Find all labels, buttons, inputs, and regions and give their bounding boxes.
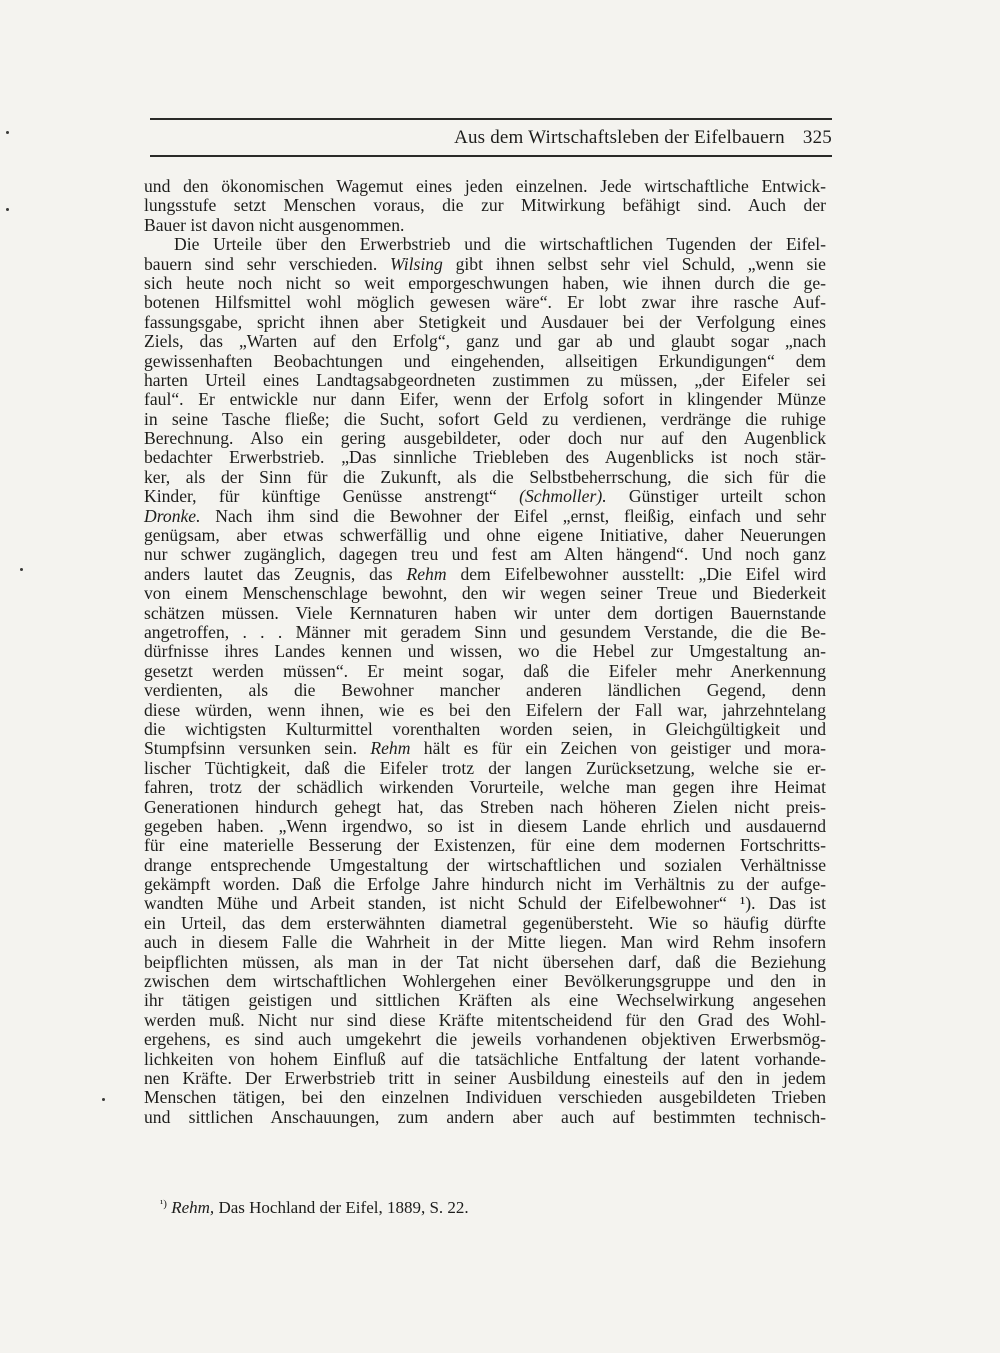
text-line: [144, 410, 826, 429]
line-text: Kinder, für künftige Genüsse anstrengt“: [144, 486, 520, 507]
line-text: genügsam, aber etwas schwerfällig und ohne eigene Initiative, daher Neuerungen: [144, 525, 826, 546]
text-line: [144, 293, 826, 312]
text-line: [144, 701, 826, 720]
line-text: gesetzt werden müssen“. Er meint sogar, daß die Eifeler mehr Anerkennung: [144, 660, 826, 681]
line-text: von einem Menschenschlage bewohnt, den wir wegen seiner Treue und Biederkeit: [144, 583, 826, 604]
line-text: und sittlichen Anschauungen, zum andern aber auch auf bestimmten technisch-: [144, 1106, 826, 1127]
text-line: [144, 332, 826, 351]
text-line: [144, 545, 826, 564]
line-text: dem Eifelbewohner ausstellt: „Die Eifel wird: [446, 563, 826, 584]
cited-author: Rehm: [406, 563, 447, 584]
cited-author: Wilsing: [390, 253, 443, 274]
line-text: bauern sind sehr verschieden.: [144, 253, 391, 274]
margin-mark: [6, 131, 9, 134]
line-text: ker, als der Sinn für die Zukunft, als die Selbstbeherrschung, die sich für die: [144, 466, 826, 487]
line-text: gekämpft worden. Daß die Erfolge Jahre hindurch nicht im Verhältnis zu der aufge-: [144, 874, 826, 895]
text-line: [144, 642, 826, 661]
text-line: [144, 875, 826, 894]
line-text: schätzen müssen. Viele Kernnaturen haben wir unter dem dortigen Bauernstande: [144, 602, 826, 623]
line-text: anders lautet das Zeugnis, das: [144, 563, 407, 584]
text-line: [144, 1011, 826, 1030]
line-text: Die Urteile über den Erwerbstrieb und die wirtschaftlichen Tugenden der Eifel-: [174, 234, 826, 255]
line-text: lischer Tüchtigkeit, daß die Eifeler trotz der langen Zurücksetzung, welche sie er-: [144, 757, 826, 778]
text-line: [144, 371, 826, 390]
line-text: harten Urteil eines Landtagsabgeordneten zustimmen zu müssen, „der Eifeler sei: [144, 369, 826, 390]
text-line: [144, 681, 826, 700]
cited-author: (Schmoller).: [519, 486, 607, 507]
text-line: [144, 526, 826, 545]
line-text: ergehens, es sind auch umgekehrt die jeweils vorhandenen objektiven Erwerbsmög-: [144, 1029, 826, 1050]
margin-mark: [20, 568, 23, 571]
line-text: zwischen dem wirtschaftlichen Wohlergehen einer Bevölkerungsgruppe und den in: [144, 971, 826, 992]
line-text: bedachter Erwerbstrieb. „Das sinnliche Triebleben des Augenblicks ist noch stär-: [144, 447, 826, 468]
line-text: Günstiger urteilt schon: [606, 486, 826, 507]
text-line: [144, 1108, 826, 1127]
line-text: nen Kräfte. Der Erwerbstrieb tritt in seiner Ausbildung einesteils auf den in jedem: [144, 1067, 826, 1088]
line-text: angetroffen, . . . Männer mit geradem Sinn und gesundem Verstande, die die Be-: [144, 621, 826, 642]
line-text: Stumpfsinn versunken sein.: [144, 738, 371, 759]
text-line: [144, 584, 826, 603]
text-line: [144, 759, 826, 778]
line-text: fassungsgabe, spricht ihnen aber Stetigkeit und Ausdauer bei der Verfolgung eines: [144, 311, 826, 332]
text-line: [144, 894, 826, 913]
line-text: fahren, trotz der schädlich wirkenden Vorurteile, welche man gegen ihre Heimat: [144, 777, 826, 798]
text-line: [144, 817, 826, 836]
line-text: beipflichten müssen, als man in der Tat nicht übersehen darf, daß die Beziehung: [144, 951, 826, 972]
text-line: [144, 739, 826, 758]
line-text: wandten Mühe und Arbeit standen, ist nicht Schuld der Eifelbewohner“ ¹). Das ist: [144, 893, 826, 914]
text-line: [144, 429, 826, 448]
page-number: 325: [802, 127, 832, 148]
text-line: [144, 390, 826, 409]
line-text: Bauer ist davon nicht ausgenommen.: [144, 214, 405, 235]
text-line: [144, 933, 826, 952]
text-line: [144, 1088, 826, 1107]
line-text: ihr tätigen geistigen und sittlichen Kräften als eine Wechselwirkung angesehen: [144, 990, 826, 1011]
text-line: [144, 313, 826, 332]
line-text: die wichtigsten Kulturmittel vorenthalten worden seien, in Gleichgültigkeit und: [144, 718, 826, 739]
line-text: hält es für ein Zeichen von geistiger und mora-: [410, 738, 826, 759]
text-line: [144, 196, 826, 215]
running-head: [150, 127, 832, 149]
line-text: auch in diesem Falle die Wahrheit in der Mitte liegen. Man wird Rehm insofern: [144, 932, 826, 953]
text-line: [144, 798, 826, 817]
text-line: [144, 448, 826, 467]
text-line: [144, 1030, 826, 1049]
text-line: [144, 914, 826, 933]
header-rule-bottom: [150, 155, 832, 157]
text-line: [144, 1069, 826, 1088]
text-line: [144, 662, 826, 681]
footnote-text: Das Hochland der Eifel, 1889, S. 22.: [214, 1198, 469, 1217]
line-text: für eine materielle Besserung der Existenzen, für eine dem modernen Fortschritts-: [144, 835, 826, 856]
line-text: nur schwer zugänglich, dagegen treu und fest am Alten hängend“. Und noch ganz: [144, 544, 826, 565]
text-line: [144, 856, 826, 875]
line-text: Nach ihm sind die Bewohner der Eifel „ernst, fleißig, einfach und sehr: [200, 505, 826, 526]
text-line: [144, 487, 826, 506]
cited-author: Rehm: [370, 738, 411, 759]
line-text: diese würden, wenn ihnen, wie es bei den Eifelern der Fall war, jahrzehntelang: [144, 699, 826, 720]
line-text: dürfnisse ihres Landes kennen und wissen, wo die Hebel zur Umgestaltung an-: [144, 641, 826, 662]
text-line: [144, 604, 826, 623]
text-line: [144, 953, 826, 972]
line-text: und den ökonomischen Wagemut eines jeden einzelnen. Jede wirtschaftliche Entwick-: [144, 176, 826, 196]
text-line: [144, 468, 826, 487]
text-line: [144, 1050, 826, 1069]
text-line: [144, 565, 826, 584]
line-text: faul“. Er entwickle nur dann Eifer, wenn der Erfolg sofort in klingender Münze: [144, 389, 826, 410]
line-text: Menschen tätigen, bei den einzelnen Individuen verschieden ausgebildeten Trieben: [144, 1087, 826, 1108]
line-text: Ziels, das „Warten auf den Erfolg“, ganz und gar ab und glaubt sogar „nach: [144, 331, 826, 352]
line-text: in seine Tasche fließe; die Sucht, sofort Geld zu verdienen, verdränge die ruhige: [144, 408, 826, 429]
header-rule-top: [150, 118, 832, 120]
line-text: gibt ihnen selbst sehr viel Schuld, „wenn sie: [442, 253, 826, 274]
line-text: ein Urteil, das dem ersterwähnten diametral gegenübersteht. Wie so häufig dürfte: [144, 912, 826, 933]
line-text: botenen Hilfsmittel wohl möglich gewesen wäre“. Er lobt zwar ihre rasche Auf-: [144, 292, 826, 313]
line-text: gegeben haben. „Wenn irgendwo, so ist in diesem Lande ehrlich und ausdauernd: [144, 815, 826, 836]
text-line: [144, 972, 826, 991]
footnote: [160, 1193, 469, 1219]
line-text: verdienten, als die Bewohner mancher anderen ländlichen Gegend, denn: [144, 680, 826, 701]
margin-mark: [102, 1098, 105, 1101]
running-head-title: Aus dem Wirtschaftsleben der Eifelbauern: [454, 127, 785, 148]
body-text: [144, 177, 826, 1127]
footnote-marker: ¹): [160, 1198, 167, 1210]
text-line: [144, 352, 826, 371]
line-text: lungsstufe setzt Menschen voraus, die zur Mitwirkung befähigt sind. Auch der: [144, 195, 826, 216]
text-line: [144, 177, 826, 196]
text-line: [144, 216, 826, 235]
line-text: werden muß. Nicht nur sind diese Kräfte mitentscheidend für den Grad des Wohl-: [144, 1009, 826, 1030]
text-line: [144, 274, 826, 293]
text-line: [144, 836, 826, 855]
footnote-author: Rehm,: [171, 1198, 215, 1217]
line-text: sich heute noch nicht so weit emporgeschwungen haben, wie ihnen durch die ge-: [144, 272, 826, 293]
text-line: [144, 720, 826, 739]
text-line: [144, 507, 826, 526]
text-line: [144, 235, 826, 254]
text-line: [144, 255, 826, 274]
text-line: [144, 623, 826, 642]
line-text: Berechnung. Also ein gering ausgebildeter, oder doch nur auf den Augenblick: [144, 428, 826, 449]
line-text: lichkeiten von hohem Einfluß auf die tatsächliche Entfaltung der latent vorhande-: [144, 1048, 826, 1069]
margin-mark: [6, 208, 9, 211]
text-line: [144, 778, 826, 797]
text-line: [144, 991, 826, 1010]
line-text: drange entsprechende Umgestaltung der wirtschaftlichen und sozialen Verhältnisse: [144, 854, 826, 875]
line-text: gewissenhaften Beobachtungen und eingehenden, allseitigen Erkundigungen“ dem: [144, 350, 826, 371]
cited-author: Dronke.: [144, 505, 201, 526]
line-text: Generationen hindurch gehegt hat, das Streben nach höheren Zielen nicht preis-: [144, 796, 826, 817]
